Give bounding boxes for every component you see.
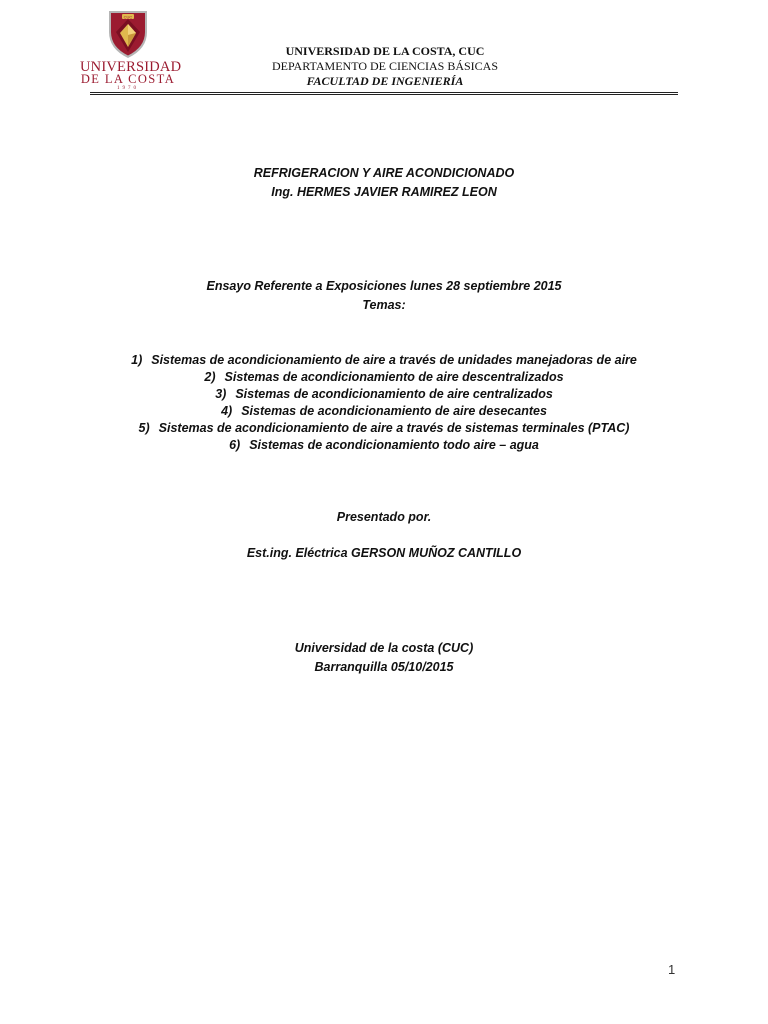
- faculty-name: FACULTAD DE INGENIERÍA: [306, 74, 464, 88]
- institution-name: Universidad de la costa (CUC): [294, 641, 474, 655]
- topics-label: Temas:: [362, 298, 406, 312]
- instructor-name: Ing. HERMES JAVIER RAMIREZ LEON: [271, 185, 497, 199]
- logo-year: 1970: [117, 86, 139, 91]
- shield-emblem-icon: [80, 8, 176, 60]
- topic-text: Sistemas de acondicionamiento todo aire – agua: [249, 438, 539, 452]
- place-date: Barranquilla 05/10/2015: [314, 660, 454, 674]
- topic-text: Sistemas de acondicionamiento de aire descentralizados: [224, 370, 564, 384]
- author-name: Est.ing. Eléctrica GERSON MUÑOZ CANTILLO: [246, 546, 522, 560]
- university-name: UNIVERSIDAD DE LA COSTA, CUC: [285, 44, 485, 58]
- topic-text: Sistemas de acondicionamiento de aire desecantes: [241, 404, 547, 418]
- essay-line: Ensayo Referente a Exposiciones lunes 28 septiembre 2015: [206, 279, 562, 293]
- list-item: [0, 386, 768, 403]
- topic-text: Sistemas de acondicionamiento de aire centralizados: [235, 387, 553, 401]
- presented-by-label: Presentado por.: [336, 510, 432, 524]
- logo-wordmark-line1: UNIVERSIDAD: [80, 59, 182, 75]
- list-item: [0, 369, 768, 386]
- topic-number: 3): [215, 387, 227, 401]
- svg-text:CUC: CUC: [123, 14, 133, 20]
- topic-number: 4): [221, 404, 233, 418]
- topic-number: 2): [204, 370, 216, 384]
- topic-text: Sistemas de acondicionamiento de aire a través de unidades manejadoras de aire: [151, 353, 637, 367]
- topic-number: 1): [131, 353, 143, 367]
- topic-number: 5): [138, 421, 150, 435]
- course-title: REFRIGERACION Y AIRE ACONDICIONADO: [253, 166, 515, 180]
- topic-text: Sistemas de acondicionamiento de aire a través de sistemas terminales (PTAC): [158, 421, 630, 435]
- list-item: [0, 352, 768, 369]
- department-name: DEPARTAMENTO DE CIENCIAS BÁSICAS: [271, 59, 498, 73]
- list-item: [0, 420, 768, 437]
- logo-wordmark-line2: DE LA COSTA: [80, 72, 176, 86]
- list-item: [0, 437, 768, 454]
- university-logo: [80, 8, 182, 91]
- header-divider: [90, 92, 678, 95]
- topic-number: 6): [229, 438, 241, 452]
- page-header: [190, 44, 580, 89]
- list-item: [0, 403, 768, 420]
- page-number: 1: [668, 962, 676, 977]
